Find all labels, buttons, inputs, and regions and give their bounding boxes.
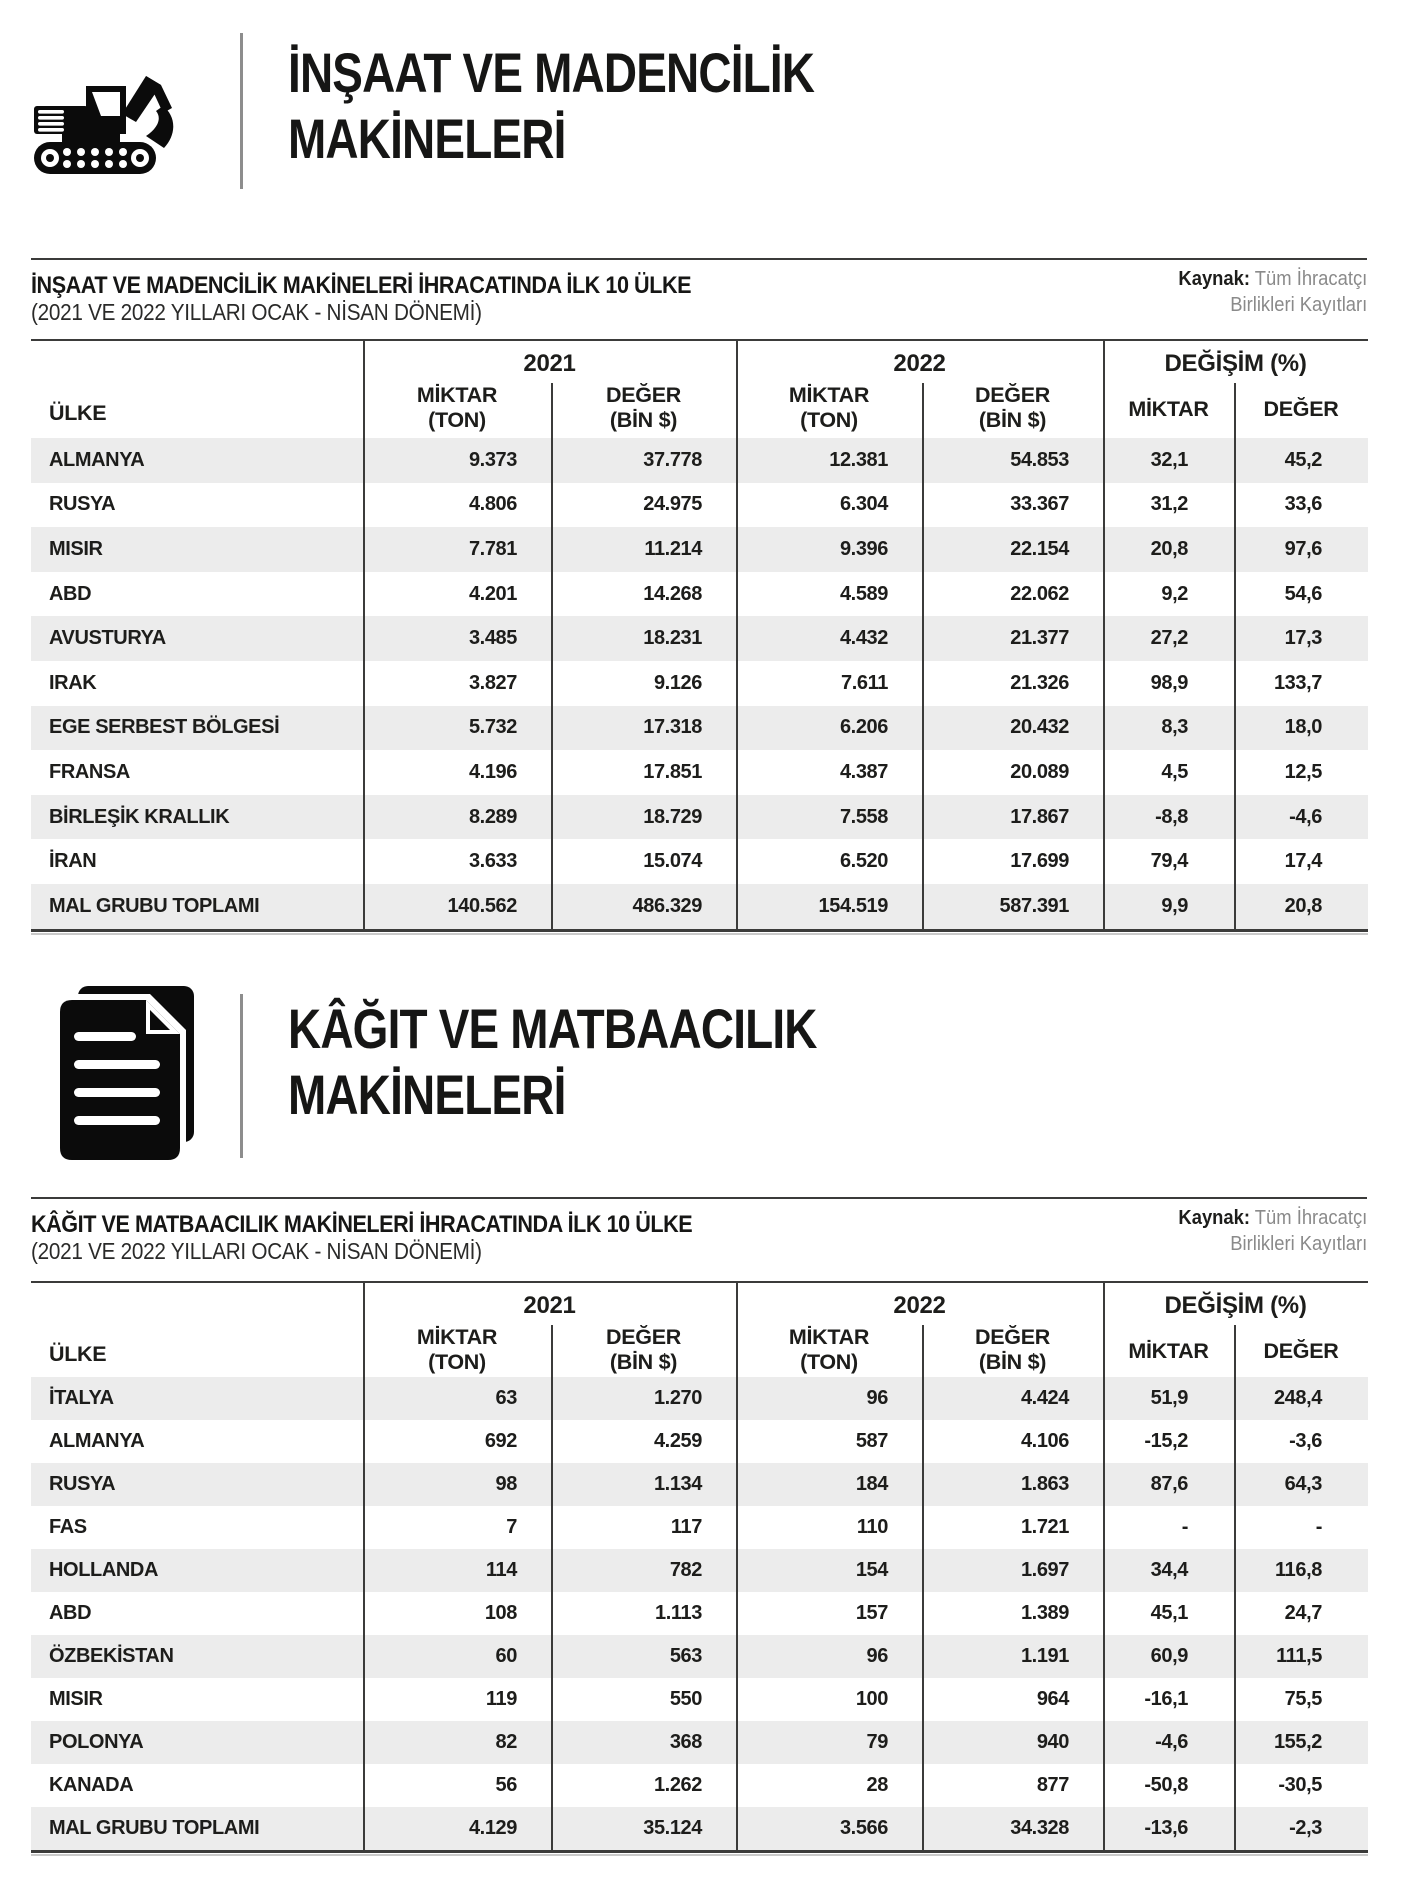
country-cell: MAL GRUBU TOPLAMI <box>49 894 260 917</box>
section-title-construction <box>288 40 814 172</box>
value-cell: 17.851 <box>643 760 702 783</box>
source-note <box>1178 266 1367 318</box>
value-cell: 87,6 <box>1150 1473 1188 1495</box>
value-cell: 15.074 <box>643 850 702 873</box>
value-cell: 110 <box>856 1516 888 1538</box>
value-cell: 9.126 <box>653 671 702 694</box>
table-title: İNŞAAT VE MADENCİLİK MAKİNELERİ İHRACATINDA İLK 10 ÜLKE <box>31 272 692 299</box>
table-row <box>31 1420 1368 1463</box>
value-cell: 45,2 <box>1284 448 1322 471</box>
value-cell: 34.328 <box>1010 1817 1069 1839</box>
value-cell: 111,5 <box>1276 1645 1322 1667</box>
value-cell: -16,1 <box>1144 1688 1188 1710</box>
value-cell: 32,1 <box>1150 448 1188 471</box>
value-cell: 368 <box>669 1731 702 1753</box>
value-cell: 17.867 <box>1010 805 1069 828</box>
value-cell: 1.721 <box>1020 1516 1069 1538</box>
table-row <box>31 572 1368 617</box>
table-row <box>31 438 1368 483</box>
section-title-line2: MAKİNELERİ <box>288 107 566 170</box>
column-header-country: ÜLKE <box>49 1341 107 1366</box>
table-row <box>31 750 1368 795</box>
value-cell: 12.381 <box>829 448 888 471</box>
value-cell: 940 <box>1036 1731 1069 1753</box>
column-divider <box>363 1283 365 1850</box>
value-cell: 7 <box>506 1516 517 1538</box>
value-cell: -30,5 <box>1278 1774 1322 1796</box>
value-cell: 3.485 <box>468 627 517 650</box>
value-cell: 11.214 <box>644 537 702 560</box>
column-group-change: DEĞİŞİM (%) <box>1164 1292 1307 1319</box>
value-cell: 20,8 <box>1284 894 1322 917</box>
value-cell: 1.191 <box>1020 1645 1069 1667</box>
source-line1: Kaynak: Tüm İhracatçı <box>1178 268 1367 290</box>
value-cell: 3.566 <box>839 1817 888 1839</box>
country-cell: İRAN <box>49 850 97 873</box>
value-cell: 20,8 <box>1150 537 1188 560</box>
value-cell: -8,8 <box>1155 805 1188 828</box>
banner-divider <box>240 33 243 189</box>
table-row <box>31 1592 1368 1635</box>
value-cell: 24.975 <box>643 493 702 516</box>
value-cell: 33.367 <box>1010 493 1069 516</box>
column-header-qty-2021: MİKTAR (TON) <box>416 383 498 432</box>
column-header-val-2021: DEĞER (BİN $) <box>606 1325 681 1374</box>
country-cell: ÖZBEKİSTAN <box>49 1645 174 1667</box>
column-header-change-val: DEĞER <box>1263 1339 1339 1363</box>
value-cell: 56 <box>495 1774 517 1796</box>
column-divider <box>363 341 365 929</box>
value-cell: 54,6 <box>1284 582 1322 605</box>
value-cell: - <box>1315 1516 1322 1538</box>
value-cell: 7.781 <box>468 537 517 560</box>
value-cell: 154 <box>855 1559 888 1581</box>
country-cell: KANADA <box>49 1774 134 1796</box>
value-cell: 6.206 <box>839 716 888 739</box>
value-cell: 563 <box>669 1645 702 1667</box>
section-rule <box>31 1197 1367 1199</box>
value-cell: 14.268 <box>643 582 702 605</box>
column-header-change-qty: MİKTAR <box>1128 1339 1209 1363</box>
value-cell: 1.134 <box>653 1473 702 1495</box>
table-row <box>31 795 1368 840</box>
value-cell: 35.124 <box>643 1817 702 1839</box>
value-cell: 1.697 <box>1020 1559 1069 1581</box>
value-cell: 45,1 <box>1150 1602 1188 1624</box>
column-divider <box>736 1283 738 1850</box>
column-divider <box>551 1325 553 1850</box>
value-cell: 96 <box>866 1645 888 1667</box>
table-row <box>31 1549 1368 1592</box>
value-cell: 4.432 <box>839 627 888 650</box>
column-divider <box>736 341 738 929</box>
value-cell: 97,6 <box>1284 537 1322 560</box>
value-cell: 4.259 <box>653 1430 702 1452</box>
section-title-line2: MAKİNELERİ <box>288 1063 566 1126</box>
country-cell: FAS <box>49 1516 87 1538</box>
value-cell: 63 <box>495 1387 517 1409</box>
excavator-icon <box>26 68 178 176</box>
value-cell: -50,8 <box>1144 1774 1188 1796</box>
column-divider <box>1103 341 1105 929</box>
value-cell: 18.729 <box>643 805 702 828</box>
column-divider <box>551 383 553 929</box>
country-cell: RUSYA <box>49 493 116 516</box>
column-group-2021: 2021 <box>523 1292 576 1319</box>
value-cell: 27,2 <box>1150 627 1188 650</box>
value-cell: 154.519 <box>818 894 888 917</box>
country-cell: MAL GRUBU TOPLAMI <box>49 1817 260 1839</box>
value-cell: -2,3 <box>1289 1817 1322 1839</box>
table-row <box>31 1635 1368 1678</box>
table-body <box>31 1377 1368 1850</box>
value-cell: 4,5 <box>1161 760 1188 783</box>
value-cell: 12,5 <box>1284 760 1322 783</box>
value-cell: 82 <box>495 1731 517 1753</box>
value-cell: 4.106 <box>1020 1430 1069 1452</box>
value-cell: 4.129 <box>468 1817 517 1839</box>
column-group-2022: 2022 <box>893 1292 946 1319</box>
table-body <box>31 438 1368 929</box>
value-cell: 184 <box>855 1473 888 1495</box>
value-cell: 1.863 <box>1020 1473 1069 1495</box>
country-cell: MISIR <box>49 537 103 560</box>
value-cell: 20.432 <box>1010 716 1069 739</box>
value-cell: 17.699 <box>1010 850 1069 873</box>
value-cell: -3,6 <box>1289 1430 1322 1452</box>
column-header-val-2022: DEĞER (BİN $) <box>975 1325 1050 1374</box>
value-cell: -13,6 <box>1144 1817 1188 1839</box>
value-cell: 60,9 <box>1150 1645 1188 1667</box>
source-line2: Birlikleri Kayıtları <box>1229 1233 1367 1255</box>
value-cell: 782 <box>669 1559 702 1581</box>
column-header-change-qty: MİKTAR <box>1128 397 1209 421</box>
value-cell: 3.827 <box>468 671 517 694</box>
country-cell: POLONYA <box>49 1731 144 1753</box>
source-note <box>1178 1205 1367 1257</box>
section-rule <box>31 258 1367 260</box>
value-cell: 60 <box>495 1645 517 1667</box>
value-cell: 9.373 <box>468 448 517 471</box>
value-cell: 4.589 <box>839 582 888 605</box>
value-cell: 34,4 <box>1150 1559 1188 1581</box>
value-cell: 79,4 <box>1150 850 1188 873</box>
country-cell: EGE SERBEST BÖLGESİ <box>49 716 280 739</box>
value-cell: 4.201 <box>468 582 517 605</box>
value-cell: 6.520 <box>839 850 888 873</box>
value-cell: 96 <box>866 1387 888 1409</box>
value-cell: 587 <box>855 1430 888 1452</box>
country-cell: ABD <box>49 582 92 605</box>
value-cell: 877 <box>1036 1774 1069 1796</box>
column-divider <box>1234 1325 1236 1850</box>
table-row <box>31 1678 1368 1721</box>
column-header-val-2022: DEĞER (BİN $) <box>975 383 1050 432</box>
value-cell: 18.231 <box>643 627 702 650</box>
value-cell: 6.304 <box>839 493 888 516</box>
column-header-qty-2022: MİKTAR (TON) <box>788 383 870 432</box>
table-row <box>31 1463 1368 1506</box>
value-cell: 100 <box>855 1688 888 1710</box>
table-row <box>31 616 1368 661</box>
value-cell: 116,8 <box>1275 1559 1322 1581</box>
value-cell: -4,6 <box>1289 805 1322 828</box>
country-cell: MISIR <box>49 1688 103 1710</box>
value-cell: 587.391 <box>999 894 1069 917</box>
value-cell: 108 <box>484 1602 517 1624</box>
value-cell: 550 <box>669 1688 702 1710</box>
total-row <box>31 1807 1368 1850</box>
value-cell: 692 <box>484 1430 517 1452</box>
value-cell: 17,3 <box>1284 627 1322 650</box>
column-header-change-val: DEĞER <box>1263 397 1339 421</box>
table-row <box>31 1377 1368 1420</box>
value-cell: 17,4 <box>1284 850 1322 873</box>
value-cell: 21.377 <box>1010 627 1069 650</box>
source-line1: Kaynak: Tüm İhracatçı <box>1178 1207 1367 1229</box>
value-cell: 140.562 <box>447 894 517 917</box>
country-cell: HOLLANDA <box>49 1559 159 1581</box>
country-cell: BİRLEŞİK KRALLIK <box>49 805 230 828</box>
table-row <box>31 1721 1368 1764</box>
value-cell: 75,5 <box>1284 1688 1322 1710</box>
value-cell: 54.853 <box>1010 448 1069 471</box>
column-divider <box>1103 1283 1105 1850</box>
table-row <box>31 661 1368 706</box>
column-divider <box>922 1325 924 1850</box>
value-cell: 98 <box>495 1473 517 1495</box>
section-title-line1: KÂĞIT VE MATBAACILIK <box>288 997 817 1060</box>
value-cell: 486.329 <box>632 894 702 917</box>
table-subtitle: (2021 VE 2022 YILLARI OCAK - NİSAN DÖNEMİ) <box>31 1238 482 1264</box>
value-cell: 3.633 <box>468 850 517 873</box>
country-cell: RUSYA <box>49 1473 116 1495</box>
table-row <box>31 706 1368 751</box>
country-cell: ALMANYA <box>49 448 145 471</box>
export-table-paper <box>31 1281 1368 1853</box>
value-cell: 9.396 <box>839 537 888 560</box>
papers-icon <box>54 986 198 1166</box>
table-row <box>31 1506 1368 1549</box>
value-cell: 22.062 <box>1010 582 1069 605</box>
value-cell: 33,6 <box>1284 493 1322 516</box>
table-row <box>31 483 1368 528</box>
value-cell: 4.424 <box>1020 1387 1069 1409</box>
value-cell: 9,9 <box>1161 894 1188 917</box>
value-cell: 8.289 <box>468 805 517 828</box>
value-cell: 1.113 <box>655 1602 702 1624</box>
value-cell: -15,2 <box>1144 1430 1188 1452</box>
table-title: KÂĞIT VE MATBAACILIK MAKİNELERİ İHRACATINDA İLK 10 ÜLKE <box>31 1211 693 1238</box>
value-cell: 18,0 <box>1284 716 1322 739</box>
value-cell: - <box>1181 1516 1188 1538</box>
value-cell: 155,2 <box>1273 1731 1322 1753</box>
export-table-construction <box>31 339 1368 932</box>
value-cell: 1.262 <box>653 1774 702 1796</box>
value-cell: 37.778 <box>643 448 702 471</box>
source-label: Kaynak: <box>1178 268 1250 290</box>
source-label: Kaynak: <box>1178 1207 1250 1229</box>
value-cell: 51,9 <box>1150 1387 1188 1409</box>
table-row <box>31 1764 1368 1807</box>
value-cell: 7.558 <box>839 805 888 828</box>
country-cell: ABD <box>49 1602 92 1624</box>
column-header-country: ÜLKE <box>49 401 107 425</box>
value-cell: 114 <box>485 1559 517 1581</box>
column-header-val-2021: DEĞER (BİN $) <box>606 383 681 432</box>
value-cell: 133,7 <box>1273 671 1322 694</box>
value-cell: 157 <box>855 1602 888 1624</box>
table-subtitle: (2021 VE 2022 YILLARI OCAK - NİSAN DÖNEMİ) <box>31 299 482 325</box>
column-divider <box>922 383 924 929</box>
table-row <box>31 839 1368 884</box>
total-row <box>31 884 1368 929</box>
source-line2: Birlikleri Kayıtları <box>1229 294 1367 316</box>
value-cell: 8,3 <box>1161 716 1188 739</box>
value-cell: 31,2 <box>1150 493 1188 516</box>
column-header-qty-2021: MİKTAR (TON) <box>416 1325 498 1374</box>
column-group-2022: 2022 <box>893 350 946 377</box>
value-cell: 248,4 <box>1273 1387 1322 1409</box>
section-title-paper <box>288 996 817 1128</box>
value-cell: 79 <box>866 1731 888 1753</box>
country-cell: IRAK <box>49 671 97 694</box>
value-cell: 4.196 <box>468 760 517 783</box>
value-cell: 64,3 <box>1284 1473 1322 1495</box>
value-cell: -4,6 <box>1155 1731 1188 1753</box>
value-cell: 4.806 <box>468 493 517 516</box>
value-cell: 28 <box>866 1774 888 1796</box>
column-group-change: DEĞİŞİM (%) <box>1164 350 1307 377</box>
value-cell: 1.389 <box>1020 1602 1069 1624</box>
value-cell: 117 <box>670 1516 702 1538</box>
table-row <box>31 527 1368 572</box>
value-cell: 4.387 <box>839 760 888 783</box>
section-title-line1: İNŞAAT VE MADENCİLİK <box>288 41 815 104</box>
column-divider <box>1234 383 1236 929</box>
country-cell: AVUSTURYA <box>49 627 166 650</box>
value-cell: 5.732 <box>468 716 517 739</box>
country-cell: ALMANYA <box>49 1430 145 1452</box>
value-cell: 22.154 <box>1010 537 1069 560</box>
value-cell: 24,7 <box>1284 1602 1322 1624</box>
value-cell: 17.318 <box>643 716 702 739</box>
country-cell: FRANSA <box>49 760 130 783</box>
banner-divider <box>240 994 243 1158</box>
value-cell: 964 <box>1036 1688 1069 1710</box>
value-cell: 7.611 <box>841 671 888 694</box>
value-cell: 1.270 <box>653 1387 702 1409</box>
column-header-qty-2022: MİKTAR (TON) <box>788 1325 870 1374</box>
value-cell: 9,2 <box>1161 582 1188 605</box>
value-cell: 20.089 <box>1010 760 1069 783</box>
value-cell: 98,9 <box>1150 671 1188 694</box>
value-cell: 119 <box>485 1688 517 1710</box>
country-cell: İTALYA <box>49 1387 114 1409</box>
column-group-2021: 2021 <box>523 350 576 377</box>
value-cell: 21.326 <box>1010 671 1069 694</box>
table-header <box>31 341 1368 438</box>
table-header <box>31 1283 1368 1377</box>
